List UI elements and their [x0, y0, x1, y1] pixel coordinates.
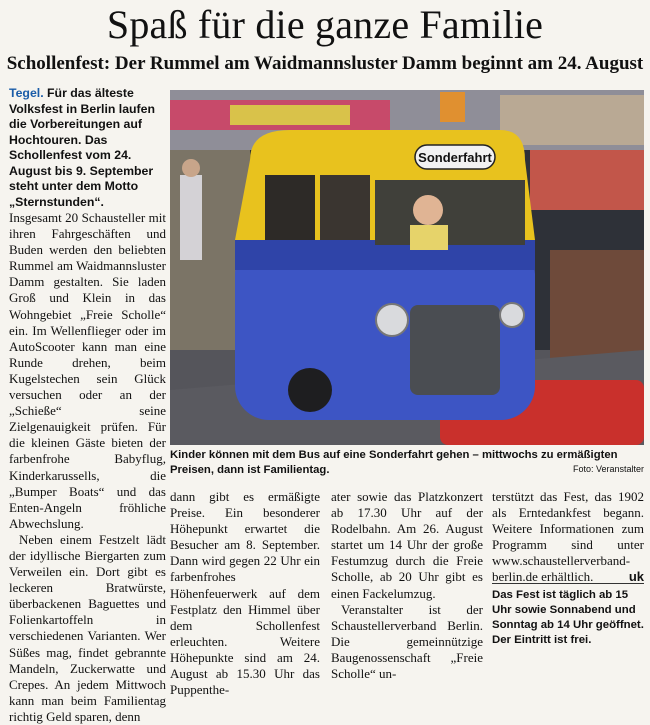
body-paragraph: Insgesamt 20 Schausteller mit ihren Fahrgeschäften und Buden werden den beliebten Rummel am Waidmannsluster Damm gestalten. Sie laden Groß und Klein in das Wohngebiet „Freie Scholle“ ein. Im Wellenflieger oder im AutoScooter kann man eine Runde drehen, beim Kugelstechen sein Glück versuchen oder an der „Schieße“ seine Zielgenauigkeit prüfen. Für die kleinen Gäste bieten der farbenfrohe Babyflug, Kinderkarussells, die „Bumper Boats“ und das Enten-Angeln fröhliche Abwechslung.: [9, 210, 166, 531]
article-column-3: [331, 489, 483, 682]
body-paragraph: Neben einem Festzelt lädt der idyllische Biergarten zum Verweilen ein. Dort gibt es leckeren Bratwürste, überbackenen Baguettes und Folienkartoffeln in verschiedenen Varianten. Wer Süßes mag, findet gebrannte Mandeln, Zuckerwatte und Crepes. An jedem Mittwoch kann man beim Familientag richtig Geld sparen, denn: [9, 531, 166, 724]
headline: Spaß für die ganze Familie: [106, 2, 544, 47]
closing-text: terstützt das Fest, das 1902 als Erntedankfest begann. Weitere Informationen zum Programm sind unter www.schaustellerverband-berlin.de erhältlich.: [492, 489, 644, 585]
photo-credit: Foto: Veranstalter: [572, 464, 644, 474]
article-column-2: [170, 489, 320, 698]
article-column-4: [492, 489, 644, 586]
bus-sign: Sonderfahrt: [418, 150, 492, 165]
lead-text: Für das älteste Volksfest in Berlin laufen die Vorbereitungen auf Hochtouren. Das Schollenfest vom 24. August bis 9. September steht unter dem Motto „Sternstunden“.: [9, 86, 156, 209]
body-paragraph: dann gibt es ermäßigte Preise. Ein besonderer Höhepunkt erwartet die Besucher am 8. September. Dann wird gegen 22 Uhr ein farbenfrohes Höhenfeuerwerk auf dem Festplatz den Himmel über dem Schollenfest erleuchten. Weitere Höhepunkte sind am 24. August ab 15.30 Uhr das Puppenthe-: [170, 489, 320, 698]
lead-paragraph: [9, 86, 166, 210]
location-kicker: Tegel.: [9, 86, 44, 100]
author-initials: uk: [628, 569, 644, 585]
bus-ride-photo: [170, 90, 644, 445]
info-box: Das Fest ist täglich ab 15 Uhr sowie Sonnabend und Sonntag ab 14 Uhr geöffnet. Der Eintritt ist frei.: [492, 583, 644, 648]
body-paragraph: ater sowie das Platzkonzert ab 17.30 Uhr auf der Rodelbahn. Am 26. August startet um 14 Uhr der große Festumzug durch die Freie Scholle, ab 20 Uhr gibt es einen Fackelumzug.: [331, 489, 483, 601]
article-column-1: [9, 210, 166, 725]
subheadline: Schollenfest: Der Rummel am Waidmannsluster Damm beginnt am 24. August: [6, 53, 644, 74]
news-photo: [170, 90, 644, 445]
photo-caption: Kinder können mit dem Bus auf eine Sonderfahrt gehen – mittwochs zu ermäßigten Preisen, dann ist Familientag.: [170, 449, 618, 476]
body-paragraph: [492, 489, 644, 586]
body-paragraph: Veranstalter ist der Schaustellerverband Berlin. Die gemeinnützige Baugenossenschaft „Freie Scholle“ un-: [331, 601, 483, 682]
